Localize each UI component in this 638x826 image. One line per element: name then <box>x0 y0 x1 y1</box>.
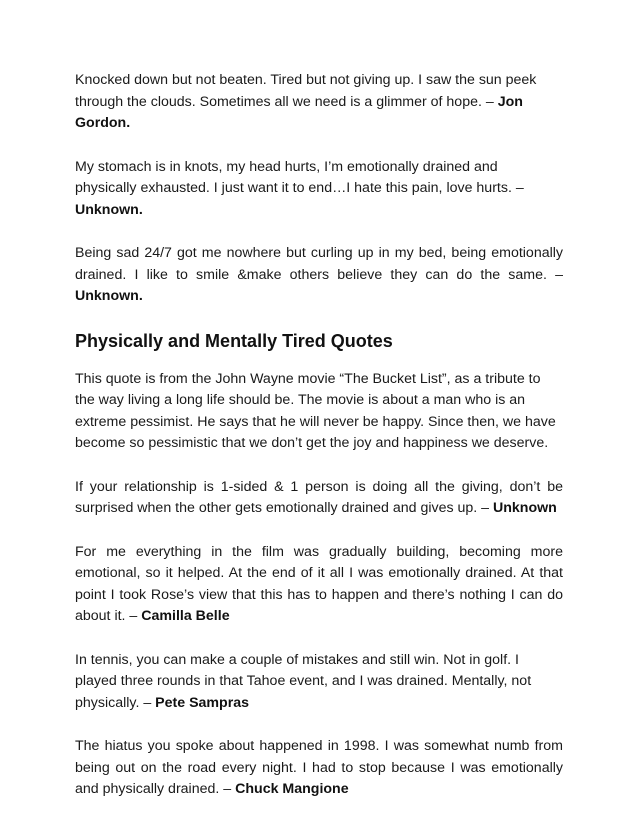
quote-text: For me everything in the film was gradually building, becoming more emotional, so it helped. At the end of it all I was emotionally drained. At that point I took Rose’s view that this has to happen and there’s nothing I can do about it. – <box>75 543 563 624</box>
quote-text: My stomach is in knots, my head hurts, I’m emotionally drained and physically exhausted. I just want it to end…I hate this pain, love hurts. – <box>75 158 524 196</box>
quote-text: Knocked down but not beaten. Tired but not giving up. I saw the sun peek through the clouds. Sometimes all we need is a glimmer of hope. – <box>75 72 537 110</box>
bucket-list-paragraph <box>75 369 563 455</box>
quote-pete-sampras <box>75 650 563 715</box>
quote-unknown-2 <box>75 243 563 308</box>
quote-author: Pete Sampras <box>155 694 250 711</box>
quote-author: Camilla Belle <box>141 608 230 624</box>
quote-jon-gordon <box>75 70 563 135</box>
quote-author: Jon Gordon. <box>75 93 523 131</box>
section-heading: Physically and Mentally Tired Quotes <box>75 330 393 351</box>
quote-text: The hiatus you spoke about happened in 1998. I was somewhat numb from being out on the road every night. I had to stop because I was emotionally and physically drained. – <box>75 738 563 797</box>
quote-text: Being sad 24/7 got me nowhere but curling up in my bed, being emotionally drained. I like to smile &make others believe they can do the same. – <box>75 245 563 283</box>
quote-author: Unknown. <box>75 288 143 304</box>
quote-text: If your relationship is 1-sided & 1 person is doing all the giving, don’t be surprised when the other gets emotionally drained and gives up. – <box>75 478 563 516</box>
quote-author: Unknown <box>493 500 557 516</box>
quote-unknown-3 <box>75 477 563 520</box>
quote-author: Unknown. <box>75 201 143 218</box>
quote-camilla-belle <box>75 542 563 628</box>
document-page <box>75 70 563 801</box>
quote-chuck-mangione <box>75 736 563 801</box>
quote-unknown-1 <box>75 157 563 222</box>
quote-text: In tennis, you can make a couple of mistakes and still win. Not in golf. I played three rounds in that Tahoe event, and I was drained. Mentally, not physically. – <box>75 651 532 711</box>
paragraph-text: This quote is from the John Wayne movie “The Bucket List”, as a tribute to the way living a long life should be. The movie is about a man who is an extreme pessimist. He says that he will never be happy. Since then, we have become so pessimistic that we don’t get the joy and happiness we deserve. <box>75 370 556 451</box>
quote-author: Chuck Mangione <box>235 781 349 797</box>
